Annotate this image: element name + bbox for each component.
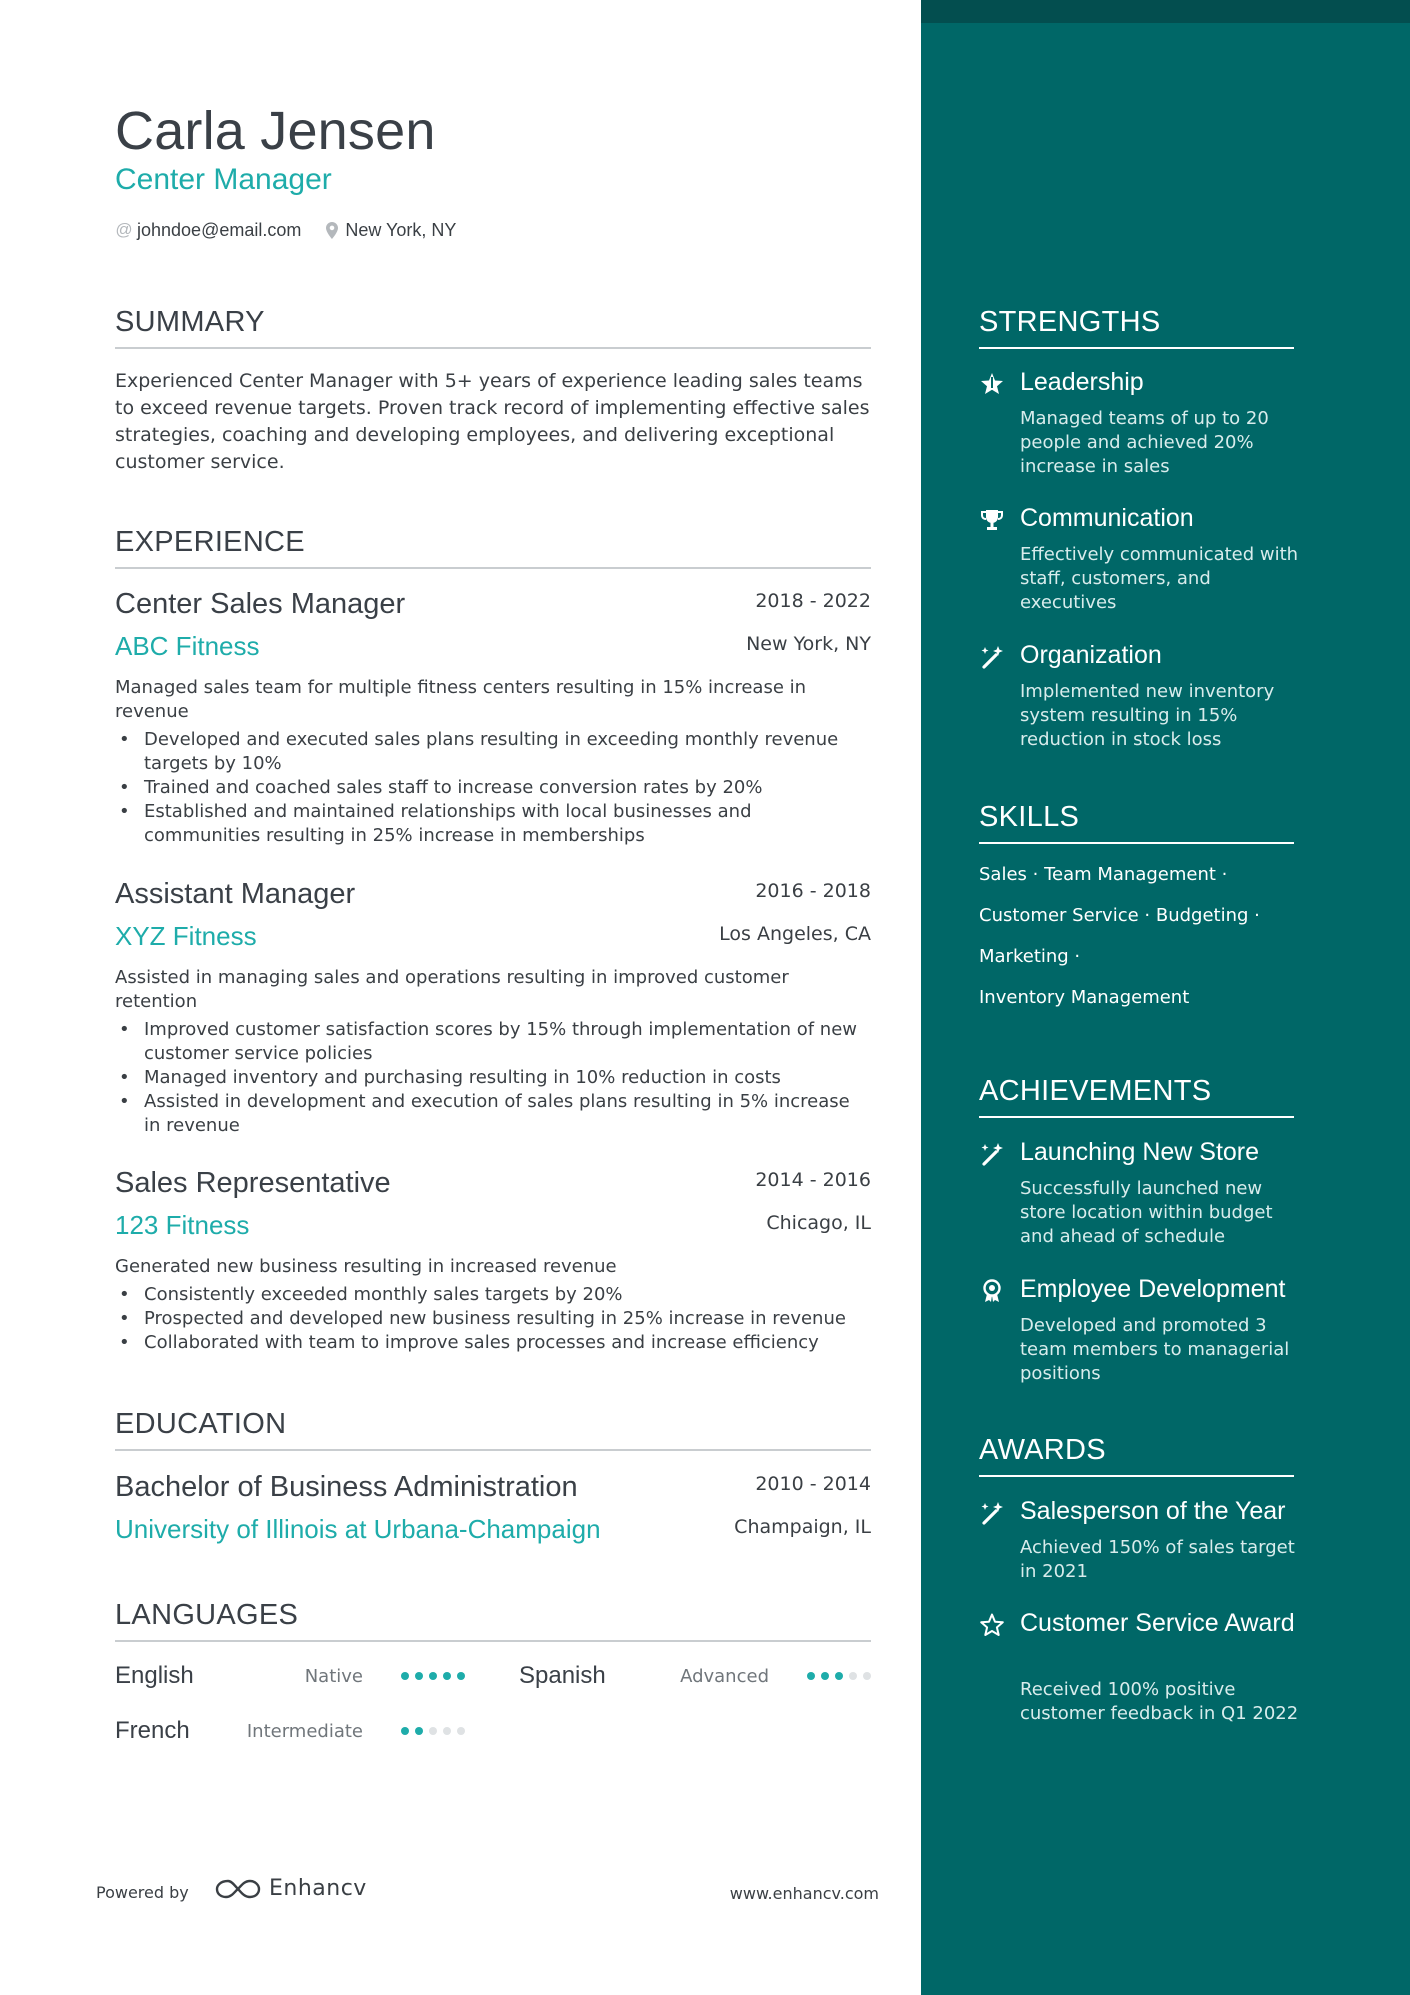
job-bullet: • Trained and coached sales staff to increase conversion rates by 20% (115, 776, 871, 800)
map-pin-icon (323, 221, 341, 239)
languages-heading: LANGUAGES (115, 1599, 871, 1642)
contact-location (323, 220, 456, 241)
job-title: Assistant Manager (115, 878, 356, 910)
language-rating (801, 1672, 871, 1680)
footer-url[interactable]: www.enhancv.com (729, 1884, 879, 1903)
job-title: Sales Representative (115, 1167, 391, 1199)
experience-heading: EXPERIENCE (115, 526, 871, 569)
job-company[interactable]: 123 Fitness (115, 1210, 250, 1240)
wand-icon (979, 644, 1005, 670)
language-name: Spanish (519, 1662, 606, 1689)
language-item (519, 1656, 871, 1696)
rating-dot-filled (457, 1672, 465, 1680)
strength-description: Implemented new inventory system resulting in 15% reduction in stock loss (1020, 681, 1275, 750)
skill-row: Inventory Management (979, 987, 1190, 1008)
rating-dot-empty (863, 1672, 871, 1680)
at-icon: @ (115, 220, 133, 239)
strength-name: Organization (1020, 641, 1162, 669)
job-bullet: • Assisted in development and execution of sales plans resulting in 5% increase in revenue (115, 1090, 871, 1138)
job-location: Chicago, IL (766, 1212, 871, 1234)
location-text: New York, NY (345, 219, 457, 240)
language-level: Advanced (680, 1665, 769, 1687)
job-description (115, 966, 871, 1138)
job-description (115, 1255, 871, 1355)
strength-name: Leadership (1020, 368, 1144, 396)
job-bullet: • Established and maintained relationships with local businesses and communities resulting in 25% increase in memberships (115, 800, 871, 848)
education-heading: EDUCATION (115, 1408, 871, 1451)
job-summary: Assisted in managing sales and operations resulting in improved customer retention (115, 967, 789, 1012)
education-location: Champaign, IL (734, 1516, 871, 1538)
school[interactable]: University of Illinois at Urbana-Champaign (115, 1514, 601, 1544)
achievement-name: Launching New Store (1020, 1138, 1260, 1166)
rating-dot-empty (443, 1727, 451, 1735)
language-rating (395, 1727, 465, 1735)
star-outline-icon (979, 1612, 1005, 1638)
education-dates: 2010 - 2014 (755, 1473, 871, 1495)
language-item (115, 1711, 465, 1751)
rating-dot-empty (849, 1672, 857, 1680)
summary-text: Experienced Center Manager with 5+ years of experience leading sales teams to exceed revenue targets. Proven track record of implementing effective sales strategies, coaching and developing employees, and delivering exceptional customer service. (115, 370, 870, 473)
job-bullet: • Improved customer satisfaction scores by 15% through implementation of new customer service policies (115, 1018, 871, 1066)
rating-dot-empty (429, 1727, 437, 1735)
rating-dot-empty (457, 1727, 465, 1735)
rating-dot-filled (807, 1672, 815, 1680)
skill-row: Customer Service · Budgeting · (979, 905, 1260, 926)
job-bullet: • Consistently exceeded monthly sales targets by 20% (115, 1283, 871, 1307)
rating-dot-filled (401, 1672, 409, 1680)
language-rating (395, 1672, 465, 1680)
job-bullet: • Collaborated with team to improve sales processes and increase efficiency (115, 1331, 871, 1355)
job-dates: 2014 - 2016 (755, 1169, 871, 1191)
rating-dot-filled (821, 1672, 829, 1680)
enhancv-logo-icon (215, 1877, 261, 1901)
job-bullets (115, 728, 871, 848)
job-bullet: • Developed and executed sales plans resulting in exceeding monthly revenue targets by 10% (115, 728, 871, 776)
rating-dot-filled (443, 1672, 451, 1680)
language-item (115, 1656, 465, 1696)
job-summary: Managed sales team for multiple fitness centers resulting in 15% increase in revenue (115, 677, 807, 722)
candidate-name: Carla Jensen (115, 101, 436, 161)
email-text: johndoe@email.com (137, 219, 302, 240)
powered-by-label: Powered by (96, 1883, 189, 1902)
degree: Bachelor of Business Administration (115, 1471, 578, 1503)
rating-dot-filled (401, 1727, 409, 1735)
job-bullet: • Prospected and developed new business resulting in 25% increase in revenue (115, 1307, 871, 1331)
job-bullets (115, 1018, 871, 1138)
strengths-heading: STRENGTHS (979, 306, 1294, 349)
job-summary: Generated new business resulting in increased revenue (115, 1256, 617, 1277)
job-location: Los Angeles, CA (719, 923, 871, 945)
language-name: English (115, 1662, 194, 1689)
achievement-description: Successfully launched new store location within budget and ahead of schedule (1020, 1178, 1273, 1247)
wand-icon (979, 1141, 1005, 1167)
contact-email[interactable] (115, 220, 301, 241)
strength-name: Communication (1020, 504, 1194, 532)
language-level: Native (304, 1665, 363, 1687)
achievements-heading: ACHIEVEMENTS (979, 1075, 1294, 1118)
job-bullet: • Managed inventory and purchasing resulting in 10% reduction in costs (115, 1066, 871, 1090)
strength-description: Managed teams of up to 20 people and achieved 20% increase in sales (1020, 408, 1269, 477)
wand-icon (979, 1500, 1005, 1526)
rating-dot-filled (415, 1672, 423, 1680)
medal-icon (979, 1278, 1005, 1304)
job-bullets (115, 1283, 871, 1355)
language-name: French (115, 1717, 190, 1744)
skills-heading: SKILLS (979, 801, 1294, 844)
award-description: Achieved 150% of sales target in 2021 (1020, 1537, 1295, 1582)
enhancv-logo[interactable] (215, 1876, 367, 1901)
job-dates: 2016 - 2018 (755, 880, 871, 902)
contact-row (115, 218, 456, 242)
language-level: Intermediate (246, 1720, 363, 1742)
skill-row: Sales · Team Management · (979, 864, 1228, 885)
job-company[interactable]: XYZ Fitness (115, 921, 257, 951)
brand-name: Enhancv (269, 1876, 367, 1901)
rating-dot-filled (835, 1672, 843, 1680)
star-icon (979, 371, 1005, 397)
skill-row: Marketing · (979, 946, 1081, 967)
job-location: New York, NY (746, 633, 871, 655)
award-name: Customer Service Award (1020, 1609, 1295, 1637)
candidate-role: Center Manager (115, 163, 332, 196)
trophy-icon (979, 507, 1005, 533)
job-title: Center Sales Manager (115, 588, 406, 620)
achievement-name: Employee Development (1020, 1275, 1286, 1303)
strength-description: Effectively communicated with staff, customers, and executives (1020, 544, 1299, 613)
award-name: Salesperson of the Year (1020, 1497, 1286, 1525)
rating-dot-filled (429, 1672, 437, 1680)
skills-list (979, 860, 1299, 1024)
rating-dot-filled (415, 1727, 423, 1735)
achievement-description: Developed and promoted 3 team members to managerial positions (1020, 1315, 1290, 1384)
awards-heading: AWARDS (979, 1434, 1294, 1477)
summary-heading: SUMMARY (115, 306, 871, 349)
job-company[interactable]: ABC Fitness (115, 631, 260, 661)
job-dates: 2018 - 2022 (755, 590, 871, 612)
award-description: Received 100% positive customer feedback in Q1 2022 (1020, 1679, 1299, 1724)
sidebar-top-bar (921, 0, 1410, 23)
job-description (115, 676, 871, 848)
